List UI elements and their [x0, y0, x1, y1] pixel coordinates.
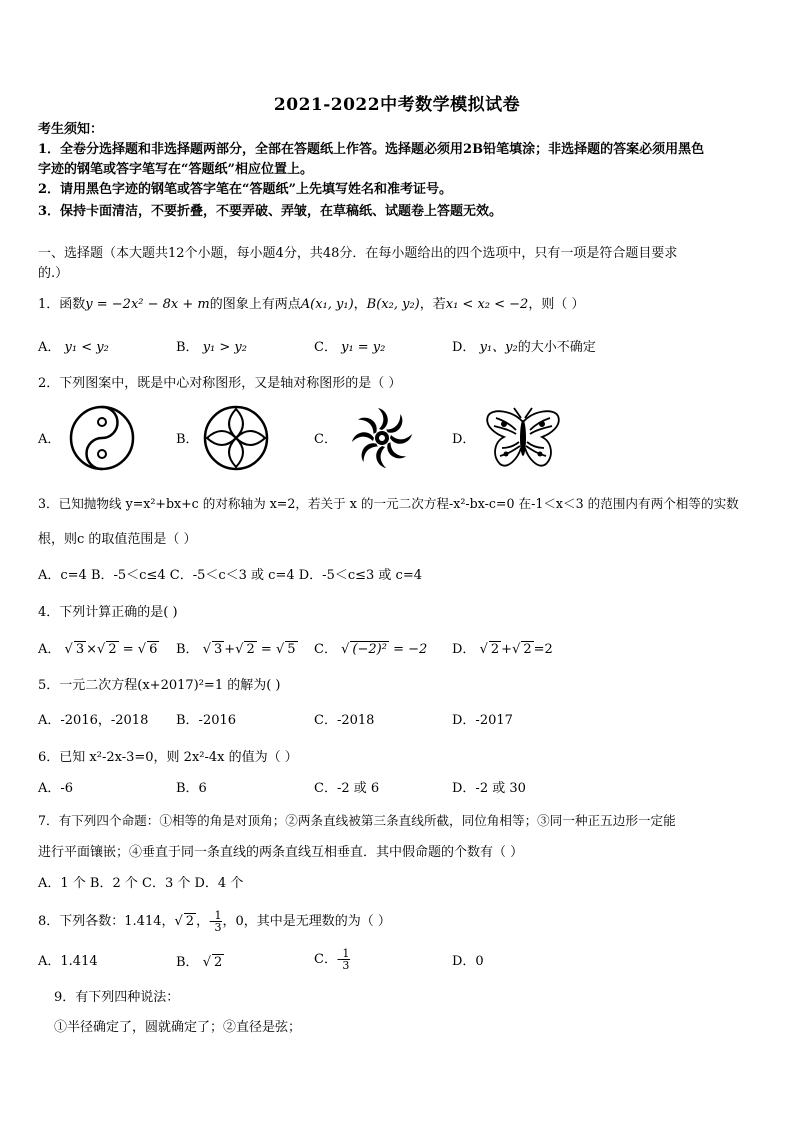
- q1-condition: x₁ < x₂ < −2: [445, 297, 529, 312]
- radicand: 5: [287, 642, 296, 657]
- q1-function: y = −2x² − 8x + m: [85, 297, 210, 312]
- option-value: y₁ < y₂: [64, 340, 109, 355]
- question-3-stem: 3．已知抛物线 y=x²+bx+c 的对称轴为 x=2，若关于 x 的一元二次方程-x²-bx-c=0 在-1＜x＜3 的范围内有两个相等的实数: [38, 496, 739, 511]
- radicand: 2: [214, 955, 223, 970]
- q6-option-b[interactable]: B．6: [176, 781, 207, 796]
- operator: +: [224, 642, 236, 657]
- q1-separator: ，: [353, 297, 367, 312]
- radicand: (−2)²: [352, 642, 387, 657]
- section-heading: 一、选择题（本大题共12个小题，每小题4分，共48分．在每小题给出的四个选项中，只有一项是符合题目要求: [38, 246, 678, 261]
- option-label: D．: [452, 340, 476, 355]
- q2-option-a-label[interactable]: A．: [38, 432, 61, 447]
- q1-option-b[interactable]: [176, 340, 247, 356]
- denominator: 3: [214, 921, 222, 934]
- radicand: 2: [108, 642, 117, 657]
- radicand: 2: [246, 642, 255, 657]
- q2-option-d-label[interactable]: D．: [452, 432, 476, 447]
- numerator: 1: [342, 947, 350, 960]
- q1-text: ，若: [419, 297, 446, 312]
- question-7-stem-cont: 进行平面镶嵌；④垂直于同一条直线的两条直线互相垂直．其中假命题的个数有（ ）: [38, 845, 524, 860]
- q3-options[interactable]: A．c=4 B．-5＜c≤4 C．-5＜c＜3 或 c=4 D．-5＜c≤3 或 c=4: [38, 568, 423, 583]
- question-1-stem: [38, 297, 584, 313]
- result: =2: [533, 642, 553, 657]
- question-9-stem: 9．有下列四种说法：: [54, 990, 180, 1005]
- radicand: 2: [523, 642, 532, 657]
- option-label: B．: [176, 340, 199, 355]
- option-label: C．-: [314, 952, 342, 967]
- notice-item: 1．全卷分选择题和非选择题两部分，全部在答题纸上作答。选择题必须用2B铅笔填涂；非选择题的答案必须用黑色: [38, 142, 705, 157]
- fraction: [341, 948, 350, 971]
- sqrt-symbol: √: [64, 642, 73, 657]
- butterfly-image[interactable]: [482, 404, 564, 472]
- option-label: B．: [176, 955, 199, 970]
- q1-point-b: B(x₂, y₂): [366, 297, 420, 312]
- q6-option-d[interactable]: D．-2 或 30: [452, 781, 526, 796]
- q1-point-a: A(x₁, y₁): [300, 297, 354, 312]
- question-6-stem: 6．已知 x²-2x-3=0，则 2x²-4x 的值为（ ）: [38, 750, 298, 765]
- option-suffix: 的大小不确定: [517, 340, 596, 355]
- sqrt-symbol: √: [341, 642, 350, 657]
- operator: +: [501, 642, 513, 657]
- q6-option-c[interactable]: C．-2 或 6: [314, 781, 380, 796]
- option-label: A．: [38, 340, 61, 355]
- q1-text: 1．函数: [38, 297, 86, 312]
- q5-option-c[interactable]: C．-2018: [314, 713, 375, 728]
- section-heading-cont: 的.）: [38, 266, 69, 281]
- question-9-statements: ①半径确定了，圆就确定了；②直径是弦；: [54, 1020, 302, 1035]
- option-label: D．: [452, 642, 476, 657]
- option-label: C．: [314, 642, 337, 657]
- radicand: 6: [149, 642, 158, 657]
- page-title: 2021-2022中考数学模拟试卷: [273, 95, 521, 115]
- q8-option-d[interactable]: D．0: [452, 954, 484, 969]
- sqrt-symbol: √: [512, 642, 521, 657]
- notice-item: 2．请用黑色字迹的钢笔或答字笔在“答题纸”上先填写姓名和准考证号。: [38, 182, 453, 197]
- notice-item: 字迹的钢笔或答字笔写在“答题纸”相应位置上。: [38, 162, 313, 177]
- option-value: y₁ = y₂: [341, 340, 386, 355]
- sqrt-symbol: √: [275, 642, 285, 657]
- q1-option-d[interactable]: [452, 340, 596, 356]
- question-4-stem: 4．下列计算正确的是( ): [38, 605, 178, 620]
- q4-option-b[interactable]: [176, 641, 298, 658]
- q8-option-c[interactable]: [314, 948, 350, 971]
- q2-option-c-label[interactable]: C．: [314, 432, 337, 447]
- q1-option-a[interactable]: [38, 340, 109, 356]
- q8-text: ，0，其中是无理数的为（ ）: [222, 914, 391, 929]
- numerator: 1: [214, 909, 222, 922]
- q6-option-a[interactable]: A．-6: [38, 781, 74, 796]
- q1-text: ，则（ ）: [528, 297, 585, 312]
- sqrt-symbol: √: [235, 642, 244, 657]
- q8-option-a[interactable]: A．1.414: [38, 954, 98, 969]
- radicand: 2: [185, 914, 195, 929]
- sqrt-symbol: √: [97, 642, 106, 657]
- equals: =: [122, 642, 134, 657]
- q7-options[interactable]: A．1 个 B．2 个 C．3 个 D．4 个: [38, 876, 244, 891]
- q8-text: 8．下列各数：1.414，: [38, 914, 175, 929]
- q8-option-b[interactable]: [176, 954, 224, 971]
- q1-option-c[interactable]: [314, 340, 385, 356]
- q4-option-a[interactable]: [38, 641, 159, 658]
- yin-yang-image[interactable]: [66, 404, 138, 472]
- pinwheel-flower-image[interactable]: [342, 404, 422, 472]
- question-7-stem: 7．有下列四个命题：①相等的角是对顶角；②两条直线被第三条直线所截，同位角相等；③同一种正五边形一定能: [38, 813, 676, 828]
- sqrt-symbol: √: [174, 914, 183, 929]
- q4-option-c[interactable]: [314, 641, 427, 658]
- option-label: A．: [38, 642, 61, 657]
- question-3-stem-cont: 根，则c 的取值范围是（ ）: [38, 532, 197, 547]
- radicand: 3: [75, 642, 85, 657]
- q4-option-d[interactable]: [452, 641, 553, 658]
- denominator: 3: [342, 959, 350, 972]
- q2-option-b-label[interactable]: B．: [176, 432, 199, 447]
- sqrt-symbol: √: [479, 642, 488, 657]
- q8-text: ，-: [196, 914, 214, 929]
- notice-heading: 考生须知：: [38, 122, 104, 137]
- option-value: y₁、y₂: [479, 340, 518, 355]
- radicand: 3: [214, 642, 223, 657]
- sqrt-symbol: √: [202, 642, 211, 657]
- four-petal-circle-image[interactable]: [200, 404, 272, 472]
- operator: ×: [86, 642, 98, 657]
- option-label: B．: [176, 642, 199, 657]
- q5-option-b[interactable]: B．-2016: [176, 713, 237, 728]
- sqrt-symbol: √: [137, 642, 147, 657]
- equals: =: [260, 642, 272, 657]
- notice-item: 3．保持卡面清洁，不要折叠，不要弄破、弄皱，在草稿纸、试题卷上答题无效。: [38, 204, 503, 219]
- question-8-stem: [38, 910, 391, 933]
- q5-option-d[interactable]: D．-2017: [452, 713, 513, 728]
- question-2-stem: 2．下列图案中，既是中心对称图形，又是轴对称图形的是（ ）: [38, 376, 402, 391]
- sqrt-symbol: √: [202, 955, 211, 970]
- result: = −2: [393, 642, 428, 657]
- option-label: C．: [314, 340, 337, 355]
- radicand: 2: [490, 642, 500, 657]
- question-5-stem: 5．一元二次方程(x+2017)²=1 的解为( ): [38, 678, 281, 693]
- option-value: y₁ > y₂: [202, 340, 247, 355]
- q1-text: 的图象上有两点: [209, 297, 301, 312]
- q5-option-a[interactable]: A．-2016，-2018: [38, 713, 149, 728]
